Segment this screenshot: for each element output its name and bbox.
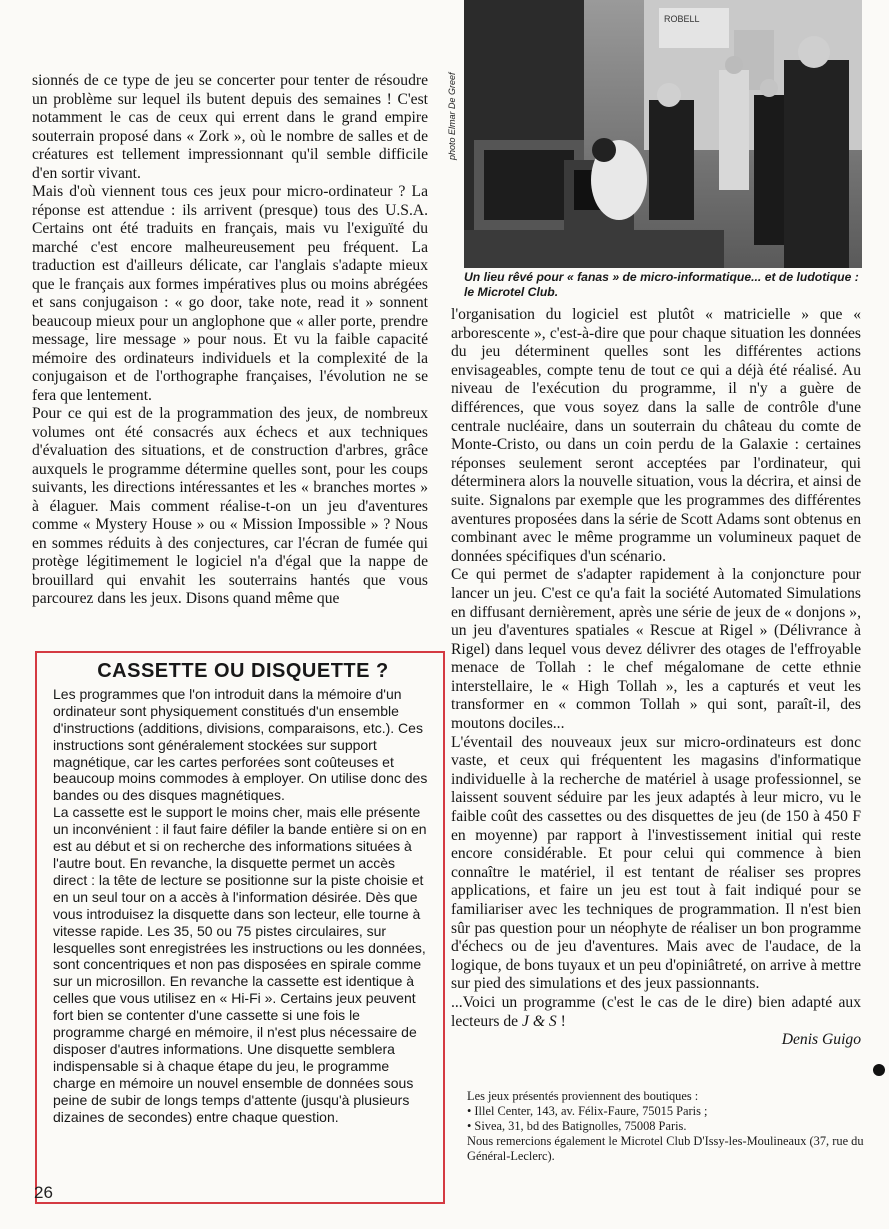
paragraph: l'organisation du logiciel est plutôt « matricielle » que « arborescente », c'est-à-dire que pour chaque situation les données du jeu déterminent quelles sont les différentes actions envisageables, compte tenu de tout ce qui a déjà été réalisé. Au niveau de l'exécution du programme, il n'y a guère de différences, que vous soyez dans la salle de contrôle d'une centrale nucléaire, dans un souterrain du château du comte de Monte-Cristo, ou dans un coin perdu de la Galaxie : certaines réponses seulement seront acceptées par l'ordinateur, qui déterminera alors la nouvelle situation, vous la décrira, et ainsi de suite. Signalons par exemple que les programmes des différentes aventures proposées dans la série de Scott Adams sont obtenus en combinant avec le même programme un volumineux paquet de données spécifiques d'un scénario.	[451, 306, 861, 565]
sources-line: Nous remercions également le Microtel Club D'Issy-les-Moulineaux (37, rue du Général-Leclerc).	[467, 1134, 864, 1163]
closing-text: ...Voici un programme (c'est le cas de le dire) bien adapté aux lecteurs de	[451, 993, 861, 1030]
left-column-text	[32, 72, 428, 609]
paragraph: Pour ce qui est de la programmation des jeux, de nombreux volumes ont été consacrés aux échecs et aux techniques d'évaluation des situations, et de construction d'arbres, grâce auxquels le programme détermine quelles sont, pour les coups suivants, les directions intéressantes et les « branches mortes » à élaguer. Mais comment réalise-t-on un jeu d'aventures comme « Mystery House » ou « Mission Impossible » ? Nous en sommes réduits à des conjectures, car l'écran de fumée qui protège légitimement le logiciel n'a d'égal que la nappe de brouillard qui envahit les souterrains hantés que vous parcourez dans les jeux. Disons quand même que	[32, 405, 428, 607]
right-column-text	[451, 306, 861, 1050]
paragraph: Ce qui permet de s'adapter rapidement à la conjoncture pour lancer un jeu. C'est ce qu'a fait la société Automated Simulations en diffusant dernièrement, après une série de jeux de « donjons », un jeu d'aventures spatiales « Rescue at Rigel » (Délivrance à Rigel) dans lequel vous devez délivrer des otages de l'effroyable menace de Tollah : le chef mégalomane de cette ethnie interstellaire, le « High Tollah », les a capturés et veut les transformer en « common Tollah » qui sont, paraît-il, des moutons dociles...	[451, 566, 861, 733]
sidebar-title: CASSETTE OU DISQUETTE ?	[97, 660, 389, 682]
photo-sign-text: ROBELL	[664, 14, 700, 24]
paragraph: L'éventail des nouveaux jeux sur micro-ordinateurs est donc vaste, et ceux qui fréquentent les magasins d'informatique individuelle à la recherche de matériel à usage professionnel, se laissent souvent séduire par les jeux adaptés à leur micro, vu le faible coût des cassettes ou des disquettes de jeu (de 150 à 450 F en moyenne) par rapport à l'investissement initial qui reste encore considérable. Et pour celui qui commence à bien connaître le matériel, il est tentant de réaliser ses propres applications, et faire un jeu est tout à fait indiqué pour se familiariser avec les techniques de programmation. Il n'est bien sûr pas question pour un néophyte de réaliser un bon programme d'échecs ou de jeu d'aventures. Mais avec de l'audace, de la logique, de bons tuyaux et un peu d'opiniâtreté, on arrive à mettre sur pied des simulations et des jeux passionnants.	[451, 733, 861, 993]
author-signature: Denis Guigo	[781, 1031, 861, 1049]
signature-line	[451, 1031, 861, 1050]
closing-paragraph	[451, 994, 861, 1031]
sources-line: • Sivea, 31, bd des Batignolles, 75008 Paris.	[467, 1119, 687, 1133]
sources-line: Les jeux présentés proviennent des boutiques :	[467, 1089, 699, 1103]
paragraph: sionnés de ce type de jeu se concerter pour tenter de résoudre un problème sur lequel ils butent depuis des semaines ! C'est notamment le cas de ceux qui errent dans le grand empire souterrain proposé dans « Zork », où le nombre de salles et de créatures est tellement impressionnant qu'il semble difficile d'en sortir vivant.	[32, 72, 428, 182]
sidebar-box	[35, 651, 445, 1204]
photo-image	[464, 0, 862, 268]
magazine-name: J & S	[522, 1012, 557, 1030]
sources-note	[467, 1089, 867, 1164]
end-mark-icon	[873, 1064, 885, 1076]
sidebar-paragraph: La cassette est le support le moins cher, mais elle présente un inconvénient : il faut faire défiler la bande entière si on en est au début et si on recherche des informations situées à l'autre bout. En revanche, la disquette permet un accès direct : la tête de lecture se positionne sur la piste choisie et en un seul tour on a accès à l'information désirée. Dès que vous introduisez la disquette dans son lecteur, elle tourne à vitesse rapide. Les 35, 50 ou 75 pistes circulaires, sur lesquelles sont enregistrées les instructions ou les données, sont concentriques et non pas disposées en spirale comme sur un microsillon. En revanche la cassette est identique à celles que vous utilisez en « Hi-Fi ». Certains jeux peuvent fort bien se contenter d'une cassette si une fois le programme chargé en mémoire, il n'est plus nécessaire de disposer d'autres informations. Une disquette semblera indispensable si à chaque étape du jeu, le programme charge en mémoire un nouvel ensemble de données sous peine de subir de longs temps d'attente (jusqu'à plusieurs dizaines de secondes) entre chaque question.	[53, 804, 427, 1125]
page-number: 26	[34, 1183, 53, 1202]
club-photo	[464, 0, 862, 268]
paragraph: Mais d'où viennent tous ces jeux pour micro-ordinateur ? La réponse est attendue : ils arrivent (presque) tous des U.S.A. Certains ont été traduits en français, mais vu l'exiguïté du marché c'est encore malheureusement peu fréquent. La traduction est d'ailleurs délicate, car l'anglais s'adapte mieux que le français aux formes impératives plus ou moins abrégées et sans conjugaison : « go door, take note, read it » sonnent beaucoup mieux pour un anglophone que « aller porte, prendre message, lire message » pour nous. Et vu la faible capacité mémoire des ordinateurs individuels et la complexité de la conjugaison et de l'orthographe françaises, l'évolution ne se fera que lentement.	[32, 183, 428, 404]
closing-after: !	[556, 1012, 566, 1030]
photo-caption: Un lieu rêvé pour « fanas » de micro-informatique... et de ludotique : le Microtel Club.	[464, 270, 859, 299]
sidebar-paragraph: Les programmes que l'on introduit dans la mémoire d'un ordinateur sont physiquement constitués d'un ensemble d'instructions (additions, divisions, comparaisons, etc.). Ces instructions sont généralement stockées sur support magnétique, car les cartes perforées sont coûteuses et beaucoup moins commodes à employer. On utilise donc des bandes ou des disques magnétiques.	[53, 685, 428, 804]
photo-credit: photo Elmar De Greef	[447, 72, 457, 160]
sources-line: • Illel Center, 143, av. Félix-Faure, 75015 Paris ;	[467, 1104, 708, 1118]
